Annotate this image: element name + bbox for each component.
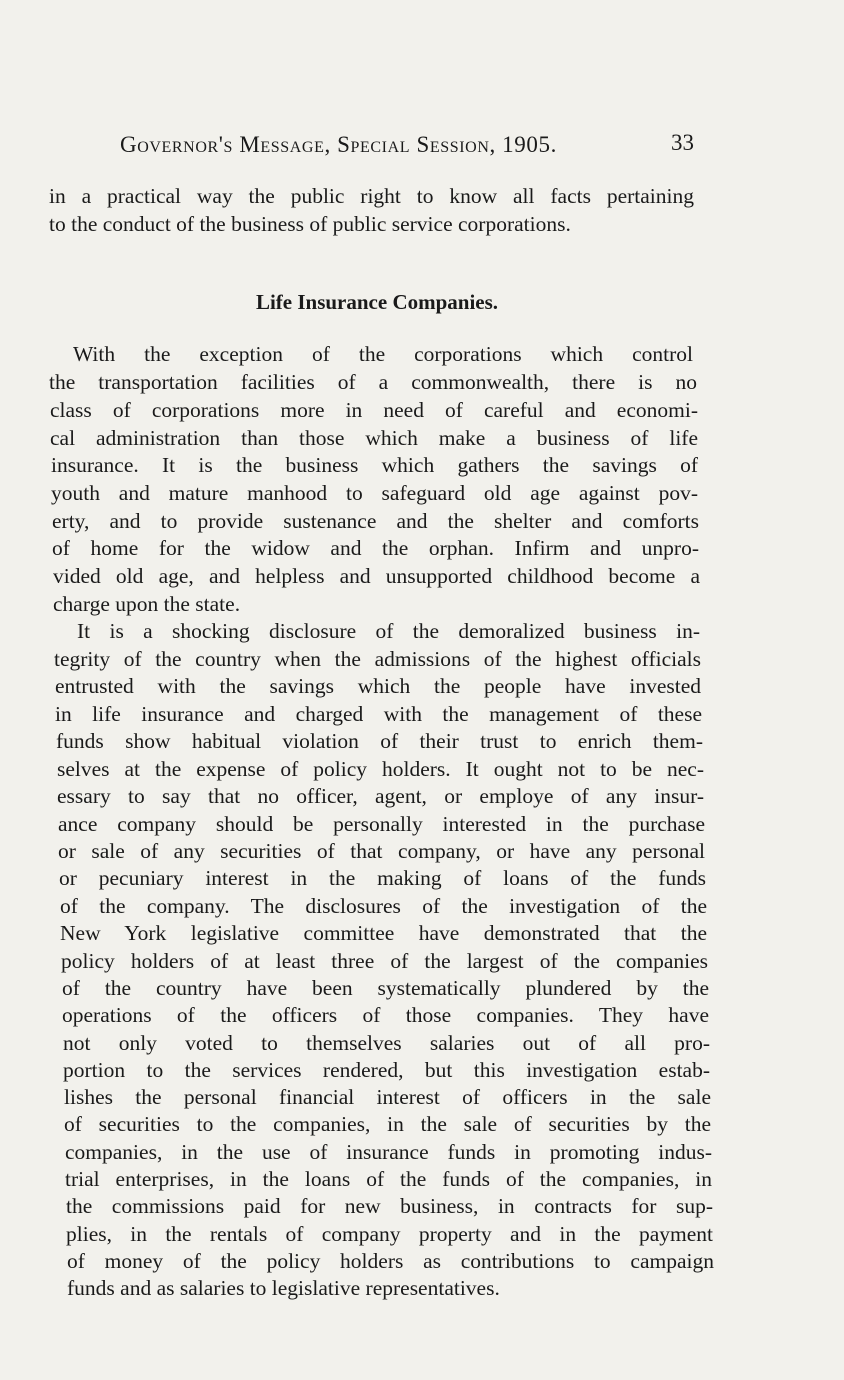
- section-heading: Life Insurance Companies.: [255, 290, 499, 314]
- paragraph-1-line: youth and mature manhood to safeguard old age against pov-: [51, 481, 698, 505]
- paragraph-2-line: of securities to the companies, in the sale of securities by the: [64, 1112, 711, 1136]
- paragraph-1-line: insurance. It is the business which gathers the savings of: [51, 453, 698, 477]
- paragraph-1-line: class of corporations more in need of careful and economi-: [50, 398, 698, 422]
- paragraph-1-line: the transportation facilities of a commonwealth, there is no: [49, 370, 697, 394]
- paragraph-2-line: policy holders of at least three of the largest of the companies: [61, 949, 708, 973]
- paragraph-2-line: in life insurance and charged with the management of these: [55, 702, 702, 726]
- paragraph-2-line: ance company should be personally interested in the purchase: [58, 812, 705, 836]
- paragraph-1-line: charge upon the state.: [53, 592, 241, 616]
- header-title: Governor's Message, Special Session, 1905.: [120, 132, 557, 157]
- paragraph-2-line: of the country have been systematically plundered by the: [62, 976, 709, 1000]
- paragraph-1-line: erty, and to provide sustenance and the shelter and comforts: [52, 509, 699, 533]
- paragraph-2-line: trial enterprises, in the loans of the funds of the companies, in: [65, 1167, 712, 1191]
- paragraph-1-line: vided old age, and helpless and unsupported childhood become a: [53, 564, 700, 588]
- paragraph-2-line: companies, in the use of insurance funds in promoting indus-: [65, 1140, 712, 1164]
- intro-line: to the conduct of the business of public service corporations.: [49, 212, 571, 236]
- paragraph-2-line: selves at the expense of policy holders. It ought not to be nec-: [57, 757, 704, 781]
- page-number: 33: [671, 130, 694, 155]
- paragraph-2-line: of money of the policy holders as contributions to campaign: [67, 1249, 714, 1273]
- paragraph-2-line: or pecuniary interest in the making of loans of the funds: [59, 866, 706, 890]
- paragraph-2-line: portion to the services rendered, but this investigation estab-: [63, 1058, 710, 1082]
- paragraph-2-line: funds and as salaries to legislative representatives.: [67, 1276, 500, 1300]
- paragraph-1-line: cal administration than those which make a business of life: [50, 426, 698, 450]
- paragraph-1-line: of home for the widow and the orphan. Infirm and unpro-: [52, 536, 699, 560]
- paragraph-2-line: operations of the officers of those companies. They have: [62, 1003, 709, 1027]
- paragraph-2-line: It is a shocking disclosure of the demoralized business in-: [77, 619, 700, 643]
- paragraph-2-line: entrusted with the savings which the people have invested: [55, 674, 701, 698]
- paragraph-2-line: New York legislative committee have demonstrated that the: [60, 921, 707, 945]
- paragraph-2-line: funds show habitual violation of their trust to enrich them-: [56, 729, 703, 753]
- paragraph-2-line: or sale of any securities of that company, or have any personal: [58, 839, 705, 863]
- paragraph-2-line: tegrity of the country when the admissions of the highest officials: [54, 647, 701, 671]
- paragraph-2-line: plies, in the rentals of company property and in the payment: [66, 1222, 713, 1246]
- paragraph-2-line: essary to say that no officer, agent, or employe of any insur-: [57, 784, 704, 808]
- paragraph-2-line: not only voted to themselves salaries out of all pro-: [63, 1031, 710, 1055]
- running-header: [120, 132, 700, 166]
- paragraph-2-line: of the company. The disclosures of the investigation of the: [60, 894, 707, 918]
- paragraph-2-line: the commissions paid for new business, in contracts for sup-: [66, 1194, 713, 1218]
- paragraph-1-line: With the exception of the corporations which control: [73, 342, 693, 366]
- intro-line: in a practical way the public right to know all facts pertaining: [49, 184, 694, 208]
- paragraph-2-line: lishes the personal financial interest of officers in the sale: [64, 1085, 711, 1109]
